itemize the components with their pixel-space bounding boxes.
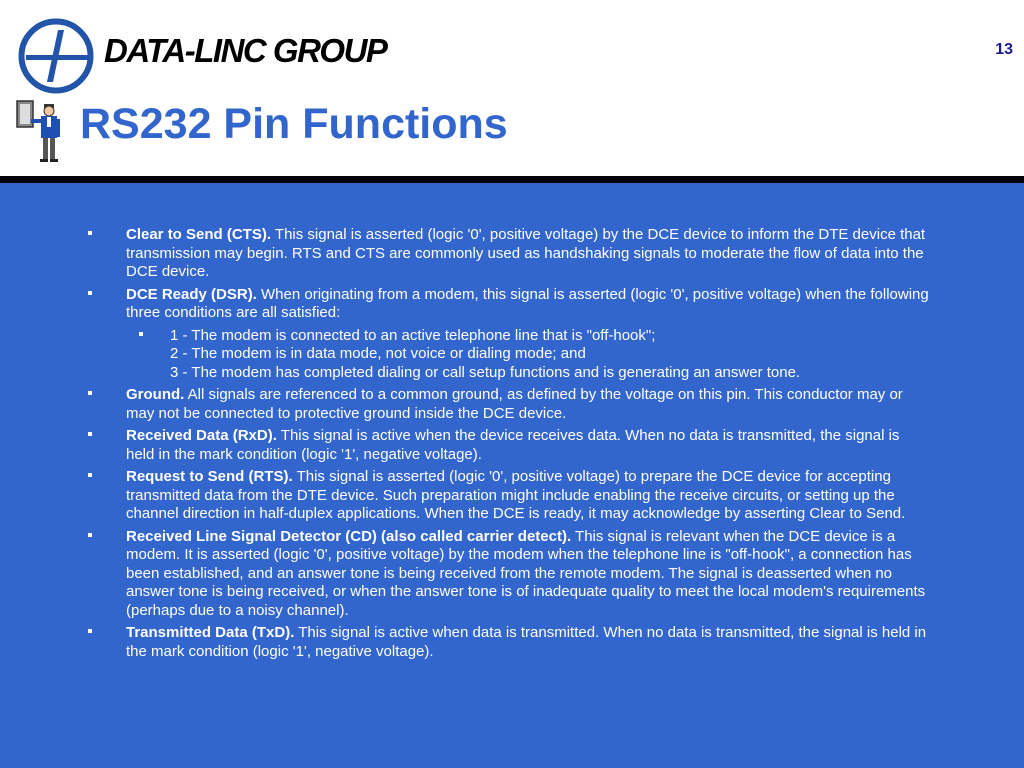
list-item xyxy=(0,528,1024,621)
list-item xyxy=(0,624,1024,661)
item-text: When originating from a modem, this signal is asserted (logic '0', positive voltage) when the following three conditions are all satisfied: xyxy=(126,285,929,321)
slide-title: RS232 Pin Functions xyxy=(80,100,508,148)
item-text: This signal is active when data is transmitted. When no data is transmitted, the signal is held in the mark condition (logic '1', negative voltage). xyxy=(126,624,927,660)
bullet-icon xyxy=(88,432,92,436)
condition-line: 2 - The modem is in data mode, not voice or dialing mode; and xyxy=(170,345,586,362)
condition-line: 1 - The modem is connected to an active telephone line that is "off-hook"; xyxy=(170,326,656,344)
bullet-icon xyxy=(88,473,92,477)
item-heading: Received Data (RxD). xyxy=(126,427,277,444)
item-text: This signal is active when the device receives data. When no data is transmitted, the signal is held in the mark condition (logic '1', negative voltage). xyxy=(126,427,900,463)
bullet-icon xyxy=(88,391,92,395)
bullet-icon xyxy=(88,629,92,633)
list-item xyxy=(0,427,1024,464)
condition-line: 3 - The modem has completed dialing or call setup functions and is generating an answer tone. xyxy=(170,363,801,381)
item-heading: Received Line Signal Detector (CD) (also called carrier detect). xyxy=(126,527,572,545)
header-divider xyxy=(0,176,1024,183)
sub-bullet-icon xyxy=(139,332,143,336)
item-text: This signal is relevant when the DCE device is a modem. It is asserted (logic '0', positive voltage) by the modem when the telephone line is "off-hook", a connection has been established, and an answer tone is being received from the remote modem. The signal is deasserted when no answer tone is being received, or when the answer tone is of inadequate quality to meet the local modem's requirements (perhaps due to a noisy channel). xyxy=(126,527,926,619)
item-heading: Transmitted Data (TxD). xyxy=(126,624,295,641)
bullet-icon xyxy=(88,231,92,235)
data-linc-logo-icon xyxy=(16,16,96,96)
presenter-clipart-icon xyxy=(16,100,62,164)
item-heading: Ground. xyxy=(126,386,185,403)
item-text: This signal is asserted (logic '0', positive voltage) by the DCE device to inform the DTE device that transmission may begin. RTS and CTS are commonly used as handshaking signals to moderate the flow of data into the DCE device. xyxy=(126,226,926,280)
item-heading: Clear to Send (CTS). xyxy=(126,226,272,243)
list-item xyxy=(0,226,1024,282)
list-item xyxy=(0,386,1024,423)
list-item xyxy=(0,468,1024,524)
bullet-icon xyxy=(88,291,92,295)
sub-list-item xyxy=(0,327,1024,383)
item-heading: DCE Ready (DSR). xyxy=(126,285,257,303)
item-heading: Request to Send (RTS). xyxy=(126,468,293,485)
slide-header xyxy=(0,0,1024,178)
item-text: All signals are referenced to a common ground, as defined by the voltage on this pin. This conductor may or may not be connected to protective ground inside the DCE device. xyxy=(126,386,903,422)
page-number: 13 xyxy=(995,41,1013,58)
bullet-list xyxy=(0,226,1024,665)
company-logo-text: DATA-LINC GROUP xyxy=(104,32,387,69)
item-text: This signal is asserted (logic '0', positive voltage) to prepare the DCE device for accepting transmitted data from the DTE device. Such preparation might include enabling the receive circuits, or setting up the channel direction in half-duplex applications. When the DCE is ready, it may acknowledge by asserting Clear to Send. xyxy=(126,468,906,522)
list-item xyxy=(0,286,1024,323)
bullet-icon xyxy=(88,533,92,537)
